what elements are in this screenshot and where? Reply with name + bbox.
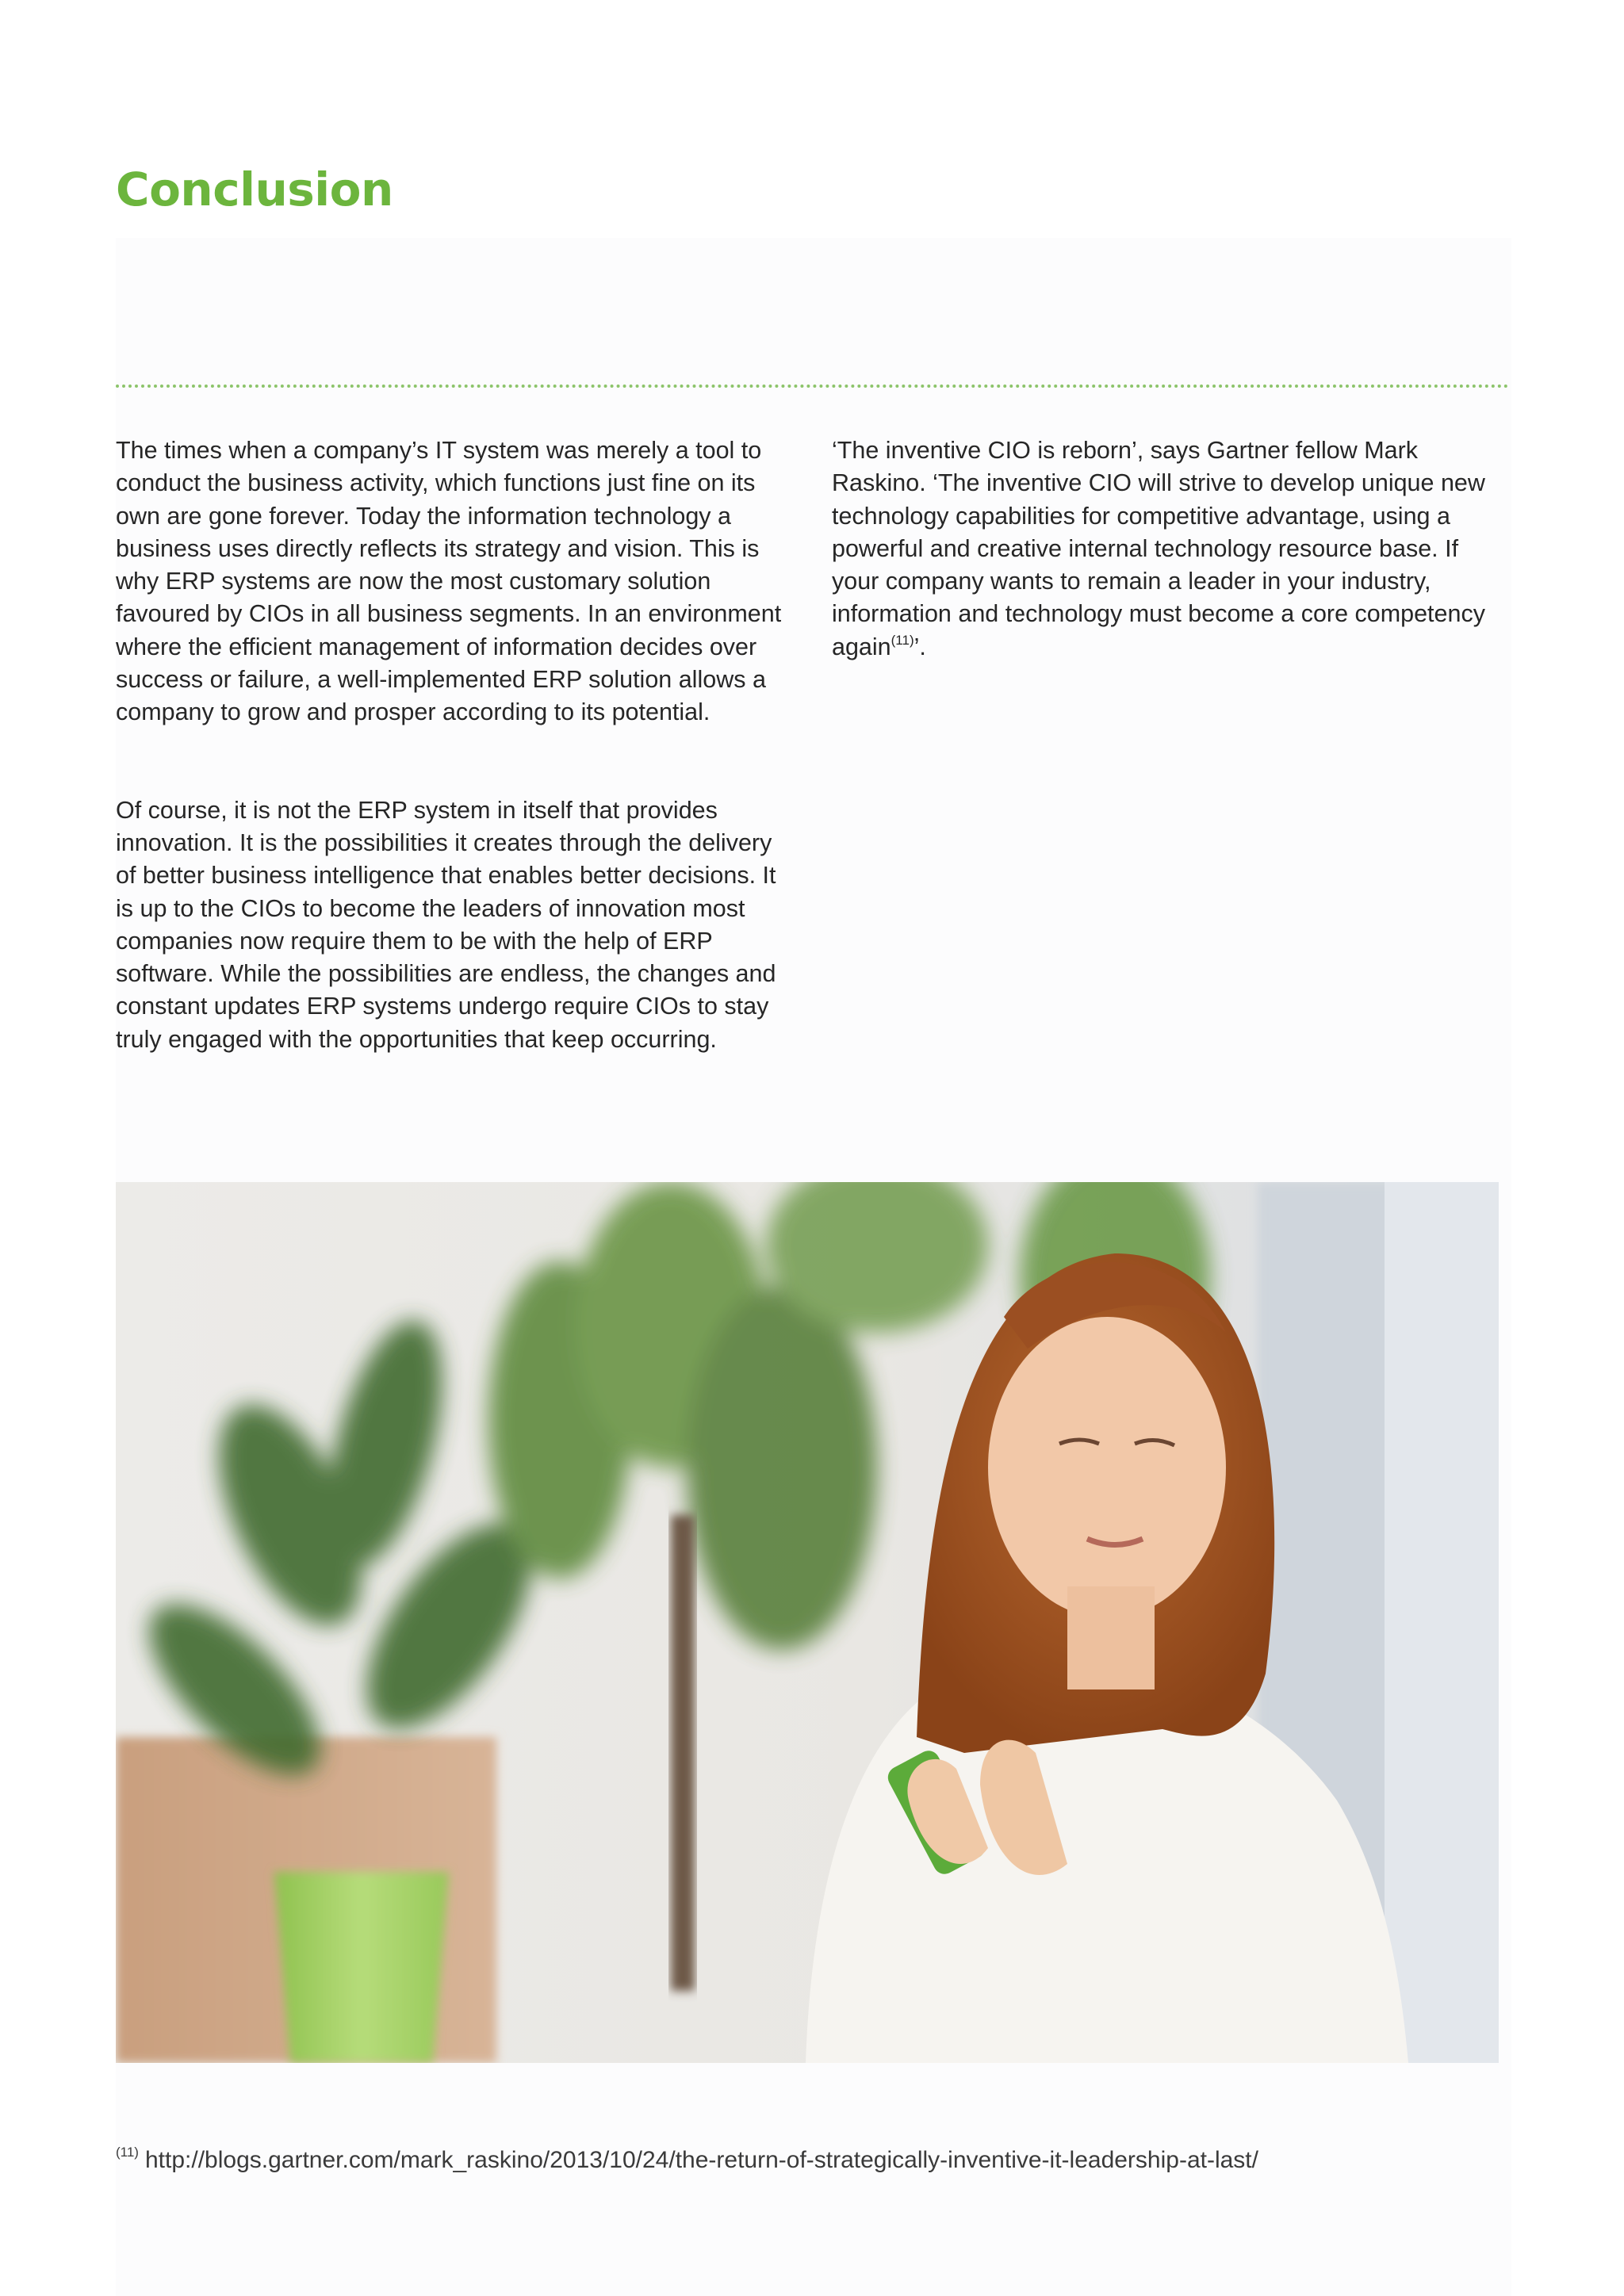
quote-reference-marker: (11) <box>891 632 914 648</box>
dotted-divider <box>116 385 1509 388</box>
footnote-marker: (11) <box>116 2145 139 2160</box>
footnote <box>116 2147 1258 2174</box>
footnote-url[interactable]: http://blogs.gartner.com/mark_raskino/2013/10/24/the-return-of-strategically-inventive-it-leadership-at-last/ <box>144 2147 1258 2173</box>
quote-end: ’. <box>914 633 926 660</box>
body-paragraph-2: Of course, it is not the ERP system in itself that provides innovation. It is the possibilities it creates through the delivery of better business intelligence that enables better decisions. It is up to the CIOs to become the leaders of innovation most companies now require them to be with the help of ERP software. While the possibilities are endless, the changes and constant updates ERP systems undergo require CIOs to stay truly engaged with the opportunities that keep occurring. <box>116 796 776 1053</box>
woman-with-smartphone-photo <box>116 1182 1499 2063</box>
body-paragraph-1: The times when a company’s IT system was merely a tool to conduct the business activity, which functions just fine on its own are gone forever. Today the information technology a business uses directly reflects its strategy and vision. This is why ERP systems are now the most customary solution favoured by CIOs in all business segments. In an environment where the efficient management of information decides over success or failure, a well-implemented ERP solution allows a company to grow and prosper according to its potential. <box>116 437 782 726</box>
page-title: Conclusion <box>116 163 393 216</box>
quote-text: ‘The inventive CIO is reborn’, says Gartner fellow Mark Raskino. ‘The inventive CIO will strive to develop unique new technology capabilities for competitive advantage, using a powerful and creative internal technology resource base. If your company wants to remain a leader in your industry, information and technology must become a core competency again <box>832 437 1485 660</box>
right-column <box>832 434 1498 664</box>
quote-paragraph <box>832 434 1498 664</box>
left-column <box>116 434 782 1056</box>
